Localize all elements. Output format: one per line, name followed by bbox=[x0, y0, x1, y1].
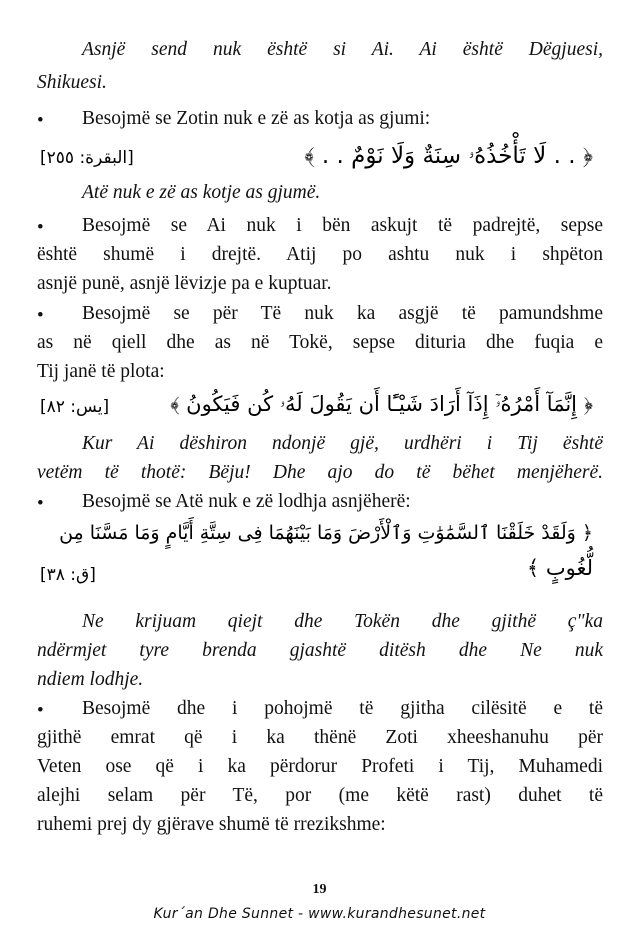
text-line: as në qiell dhe as në Tokë, sepse dituria dhe fuqia e bbox=[37, 332, 603, 353]
text-line: është shumë i drejtë. Atij po ashtu nuk i shpëton bbox=[37, 244, 603, 265]
text-line: Shikuesi. bbox=[37, 72, 107, 93]
bullet-icon: • bbox=[37, 217, 44, 238]
text-line: Ne krijuam qiejt dhe Tokën dhe gjithë ç"ka bbox=[82, 611, 603, 632]
arabic-verse: ﴿ . . لَا تَأْخُذُهُۥ سِنَةٌ وَلَا نَوْمٌ . . ﴾ bbox=[304, 143, 593, 169]
text-line: Asnjë send nuk është si Ai. Ai është Dëgjuesi, bbox=[82, 39, 603, 60]
text-line: gjithë emrat që i ka thënë Zoti xheeshanuhu për bbox=[37, 727, 603, 748]
text-line: Tij janë të plota: bbox=[37, 361, 165, 382]
text-line: alejhi selam për Të, por (me këtë rast) duhet të bbox=[37, 785, 603, 806]
bullet-icon: • bbox=[37, 700, 44, 721]
bullet-icon: • bbox=[37, 305, 44, 326]
arabic-verse: ﴿ وَلَقَدْ خَلَقْنَا ٱلسَّمَٰوَٰتِ وَٱلْأَرْضَ وَمَا بَيْنَهُمَا فِى سِتَّةِ أَيَّامٍ وَمَا مَسَّنَا مِن bbox=[59, 522, 593, 544]
text-line: Atë nuk e zë as kotje as gjumë. bbox=[82, 182, 321, 203]
page-number: 19 bbox=[312, 882, 327, 897]
bullet-text: Besojmë se për Të nuk ka asgjë të pamundshme bbox=[82, 303, 603, 324]
text-line: ndërmjet tyre brenda gjashtë ditësh dhe Ne nuk bbox=[37, 640, 603, 661]
arabic-verse-end: لُّغُوبٍ ﴾ bbox=[526, 556, 593, 580]
text-line: ndiem lodhje. bbox=[37, 669, 144, 690]
arabic-verse: ﴿ إِنَّمَآ أَمْرُهُۥٓ إِذَآ أَرَادَ شَيْـًٔا أَن يَقُولَ لَهُۥ كُن فَيَكُونُ ﴾ bbox=[170, 392, 593, 416]
bullet-icon: • bbox=[37, 493, 44, 514]
bullet-icon: • bbox=[37, 110, 44, 131]
text-line: Kur Ai dëshiron ndonjë gjë, urdhëri i Tij është bbox=[82, 433, 603, 454]
bullet-text: Besojmë dhe i pohojmë të gjitha cilësitë e të bbox=[82, 698, 603, 719]
page-footer: Kur´an Dhe Sunnet - www.kurandhesunet.net bbox=[153, 906, 486, 922]
verse-reference: [ق: ٣٨] bbox=[40, 565, 96, 585]
text-line: vetëm të thotë: Bëju! Dhe ajo do të bëhet menjëherë. bbox=[37, 462, 603, 483]
bullet-text: Besojmë se Ai nuk i bën askujt të padrejtë, sepse bbox=[82, 215, 603, 236]
verse-reference: [البقرة: ٢٥٥] bbox=[40, 148, 134, 168]
bullet-text: Besojmë se Atë nuk e zë lodhja asnjëherë: bbox=[82, 491, 411, 512]
text-line: asnjë punë, asnjë lëvizje pa e kuptuar. bbox=[37, 273, 332, 294]
text-line: ruhemi prej dy gjërave shumë të rrezikshme: bbox=[37, 814, 386, 835]
text-line: Veten ose që i ka përdorur Profeti i Tij, Muhamedi bbox=[37, 756, 603, 777]
verse-reference: [يس: ٨٢] bbox=[40, 397, 110, 417]
bullet-text: Besojmë se Zotin nuk e zë as kotja as gjumi: bbox=[82, 108, 431, 129]
